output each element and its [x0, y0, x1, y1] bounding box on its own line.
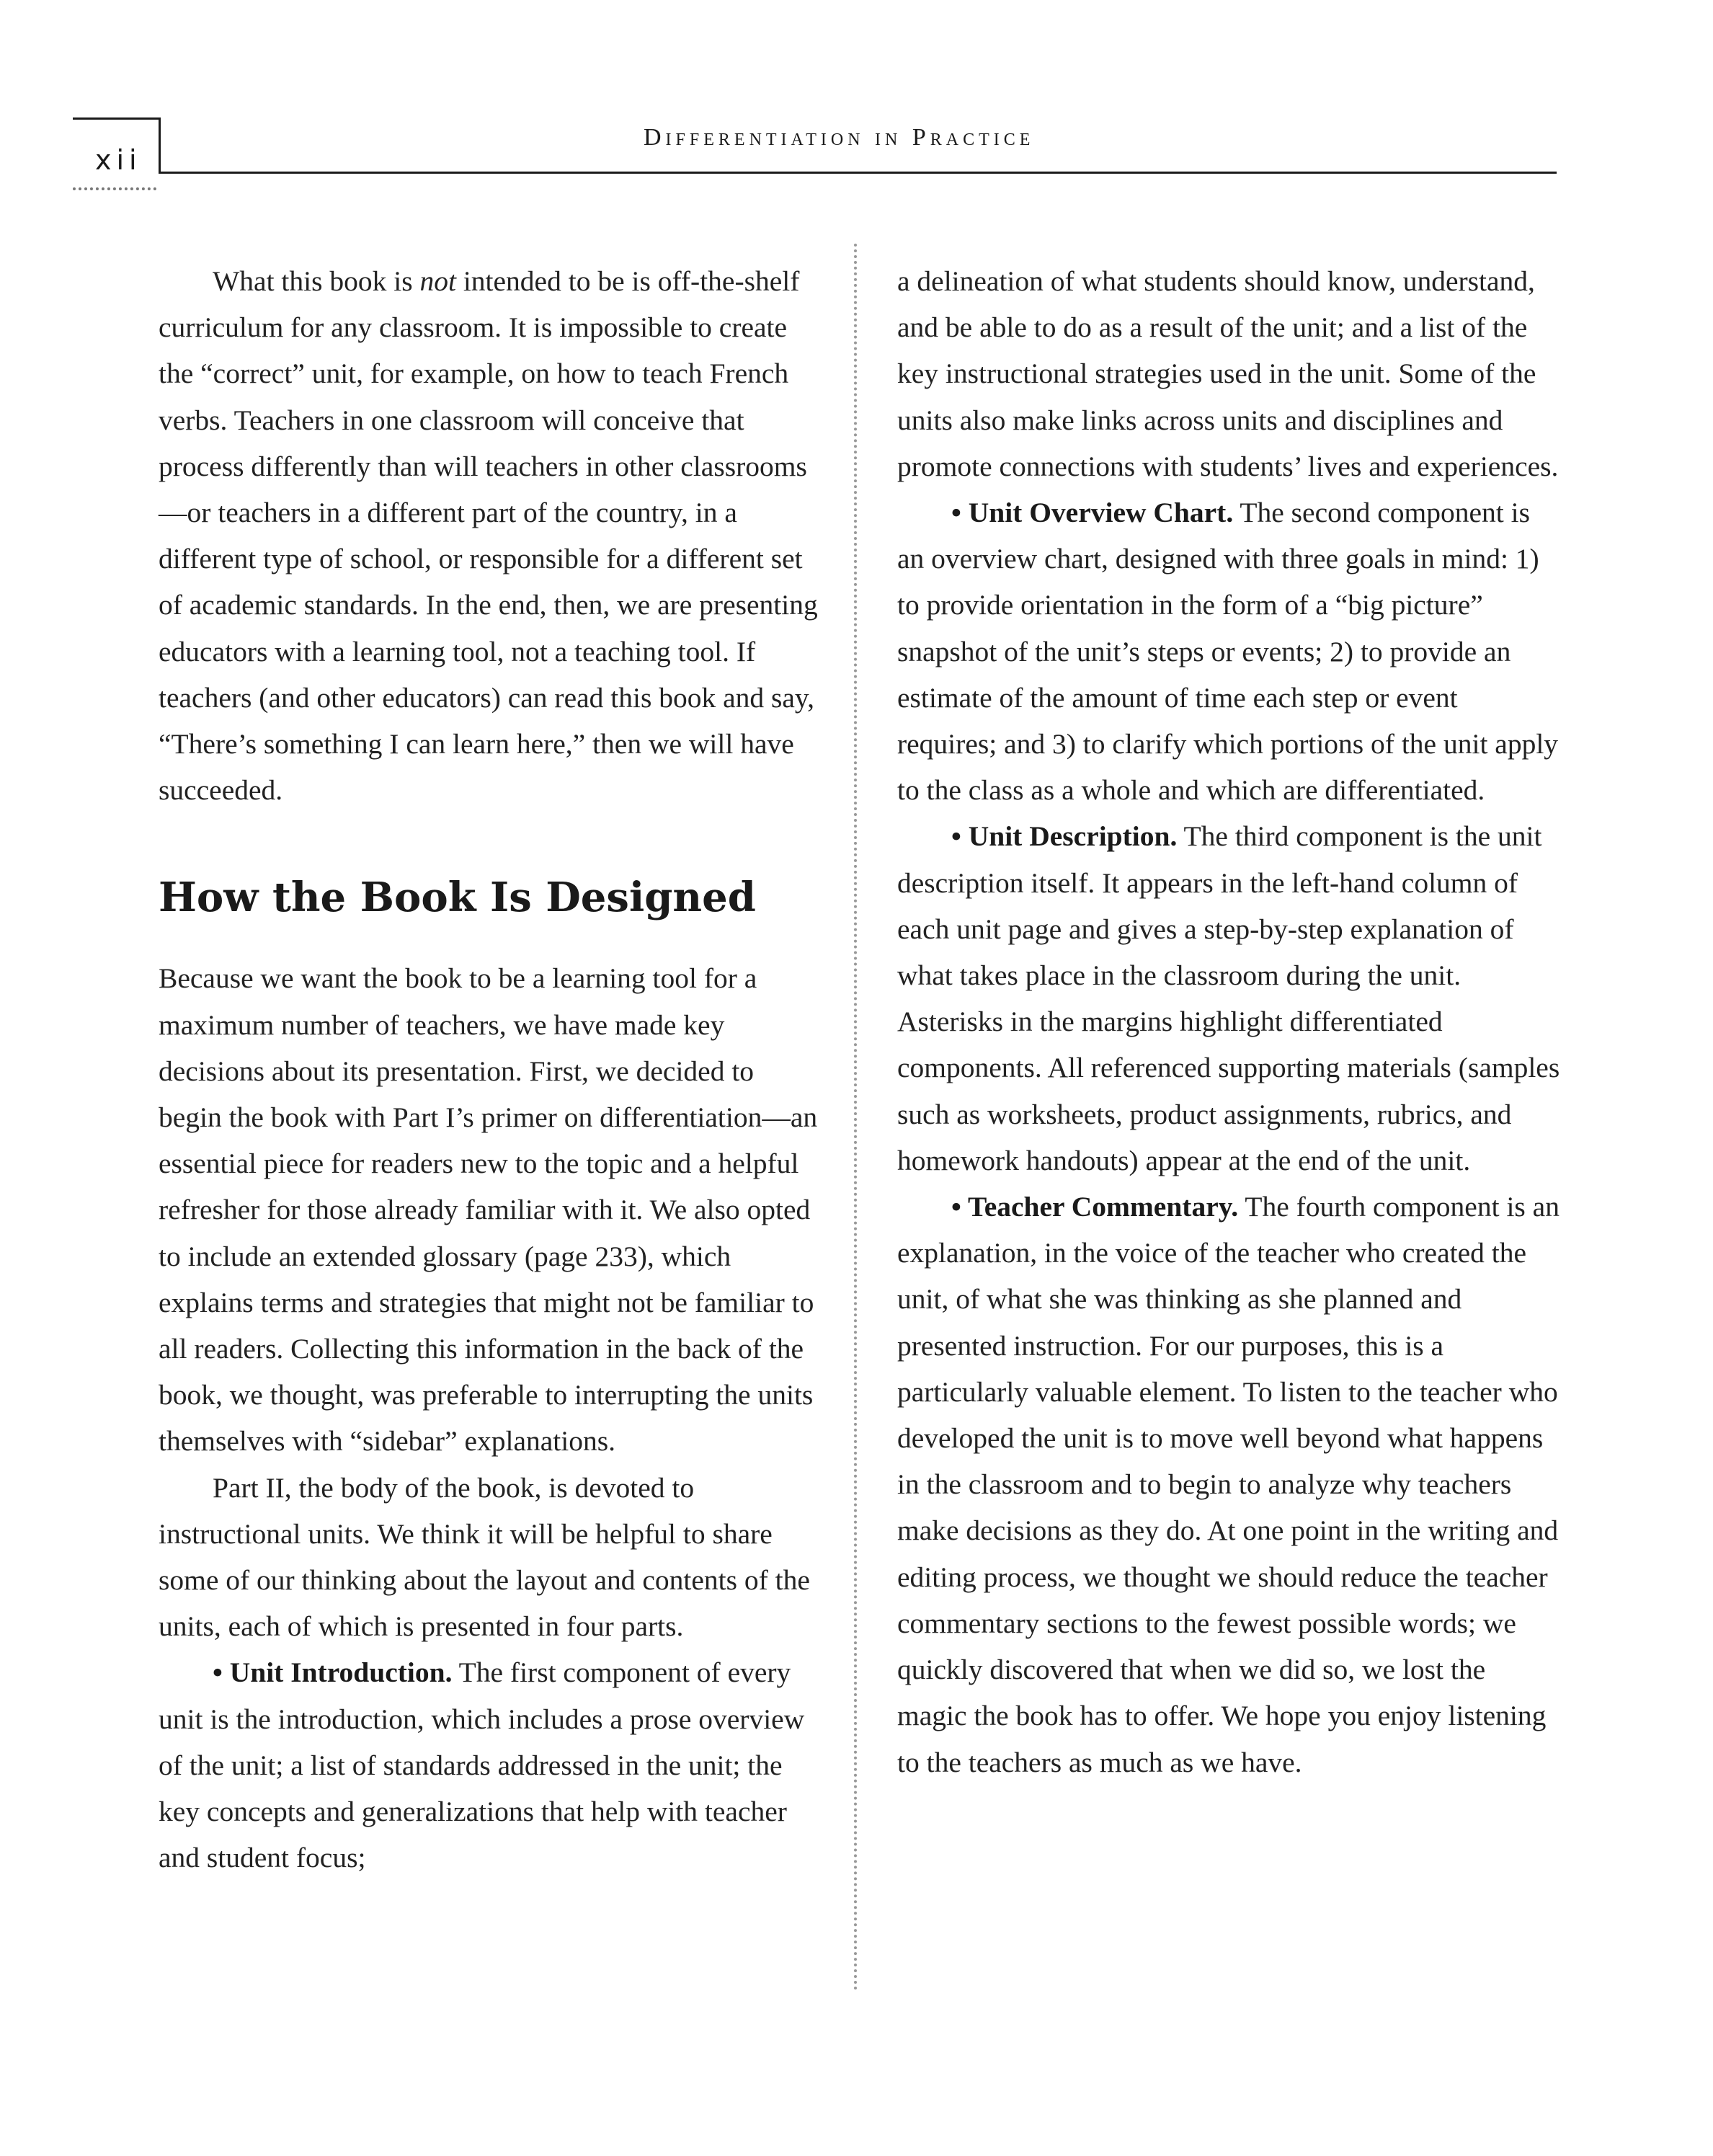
paragraph-design — [159, 955, 822, 1464]
paragraph-not-intended — [159, 258, 822, 813]
paragraph-part-two — [159, 1465, 822, 1650]
paragraph-unit-introduction — [159, 1649, 822, 1881]
right-column — [897, 258, 1560, 1785]
paragraph-text: Because we want the book to be a learning tool for a maximum number of teachers, we have made key decisions about its presentation. First, we decided to begin the book with Part I’s primer on differentiation—an essential piece for readers new to the topic and a helpful refresher for those already familiar with it. We also opted to include an extended glossary (page 233), which explains terms and strategies that might not be familiar to all readers. Collecting this information in the back of the book, we thought, was preferable to interrupting the units themselves with “sidebar” explanations. — [159, 962, 818, 1458]
section-heading: How the Book Is Designed — [159, 874, 756, 922]
left-column — [159, 258, 822, 1881]
paragraph-text: a delineation of what students should know, understand, and be able to do as a result of the unit; and a list of the key instructional strategies used in the unit. Some of the units also make links across units and disciplines and promote connections with students’ lives and experiences. — [897, 265, 1559, 482]
paragraph-unit-description — [897, 813, 1560, 1184]
page-number: xii — [95, 144, 142, 176]
corner-dotted-rule — [73, 187, 156, 190]
bullet-label: • Unit Overview Chart. — [951, 497, 1234, 529]
paragraph-continued — [897, 258, 1560, 489]
bullet-label: • Unit Introduction. — [213, 1656, 453, 1689]
paragraph-text: The third component is the unit description itself. It appears in the left-hand column of each unit page and gives a step-by-step explanation of what takes place in the classroom during the unit. Asterisks in the margins highlight differentiated components. All referenced supporting materials (samples such as worksheets, product assignments, rubrics, and homework handouts) appear at the end of the unit. — [897, 820, 1560, 1176]
running-title: Differentiation in Practice — [644, 124, 1035, 151]
bullet-label: • Teacher Commentary. — [951, 1191, 1239, 1223]
paragraph-teacher-commentary — [897, 1184, 1560, 1785]
paragraph-text: The first component of every unit is the introduction, which includes a prose overview of the unit; a list of standards addressed in the unit; the key concepts and generalizations that help with teacher and student focus; — [159, 1656, 805, 1874]
header-rule — [159, 172, 1557, 174]
bullet-label: • Unit Description. — [951, 820, 1178, 853]
paragraph-text: The fourth component is an explanation, in the voice of the teacher who created the unit, of what she was thinking as she planned and presented instruction. For our purposes, this is a particularly valuable element. To listen to the teacher who developed the unit is to move well beyond what happens in the classroom and to begin to analyze why teachers make decisions as they do. At one point in the writing and editing process, we thought we should reduce the teacher commentary sections to the fewest possible words; we quickly discovered that when we did so, we lost the magic the book has to offer. We hope you enjoy listening to the teachers as much as we have. — [897, 1191, 1560, 1778]
column-divider — [854, 244, 857, 1992]
paragraph-text: What this book is not intended to be is off-the-shelf curriculum for any classroom. It is impossible to create the “correct” unit, for example, on how to teach French verbs. Teachers in one classroom will conceive that process differently than will teachers in other classrooms—or teachers in a different part of the country, in a different type of school, or responsible for a different set of academic standards. In the end, then, we are presenting educators with a learning tool, not a teaching tool. If teachers (and other educators) can read this book and say, “There’s something I can learn here,” then we will have succeeded. — [159, 265, 818, 807]
paragraph-text: The second component is an overview chart, designed with three goals in mind: 1) to provide orientation in the form of a “big picture” snapshot of the unit’s steps or events; 2) to provide an estimate of the amount of time each step or event requires; and 3) to clarify which portions of the unit apply to the class as a whole and which are differentiated. — [897, 497, 1559, 807]
emphasis: not — [419, 265, 456, 297]
paragraph-unit-overview-chart — [897, 489, 1560, 813]
paragraph-text: Part II, the body of the book, is devoted to instructional units. We think it will be helpful to share some of our thinking about the layout and contents of the units, each of which is presented in four parts. — [159, 1471, 810, 1643]
